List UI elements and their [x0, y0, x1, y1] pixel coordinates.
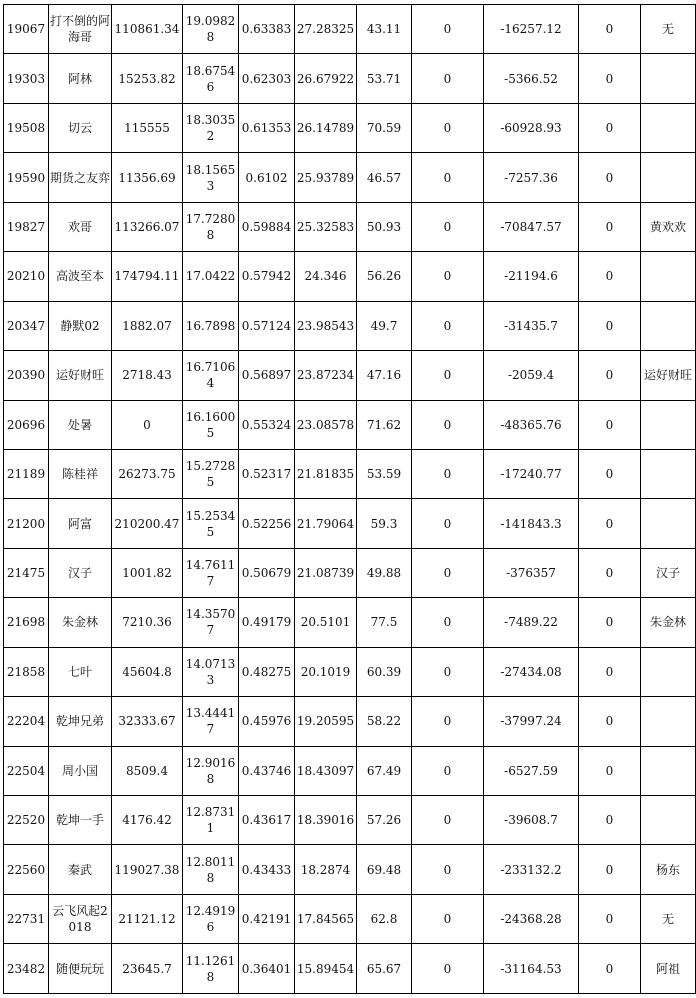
- table-row: [4, 202, 696, 251]
- zero-cell: 0: [412, 103, 484, 152]
- metric-b-cell: 0.42191: [239, 894, 295, 943]
- table-row: [4, 796, 696, 845]
- flag-cell: 0: [579, 697, 641, 746]
- metric-b-cell: 0.61353: [239, 103, 295, 152]
- metric-c-cell: 26.67922: [295, 54, 357, 103]
- note-cell: 黄欢欢: [641, 202, 696, 251]
- metric-b-cell: 0.36401: [239, 944, 295, 994]
- zero-cell: 0: [412, 301, 484, 350]
- id-cell: 19590: [4, 153, 49, 202]
- value-cell: 7210.36: [112, 598, 183, 647]
- flag-cell: 0: [579, 746, 641, 795]
- metric-a-cell: 14.76117: [183, 548, 239, 597]
- balance-cell: -27434.08: [484, 647, 579, 696]
- id-cell: 22504: [4, 746, 49, 795]
- note-cell: 运好财旺: [641, 351, 696, 400]
- id-cell: 22731: [4, 894, 49, 943]
- zero-cell: 0: [412, 845, 484, 894]
- metric-b-cell: 0.48275: [239, 647, 295, 696]
- metric-c-cell: 19.20595: [295, 697, 357, 746]
- note-cell: [641, 153, 696, 202]
- balance-cell: -5366.52: [484, 54, 579, 103]
- zero-cell: 0: [412, 252, 484, 301]
- flag-cell: 0: [579, 400, 641, 449]
- name-cell: 七叶: [49, 647, 112, 696]
- value-cell: 113266.07: [112, 202, 183, 251]
- metric-c-cell: 24.346: [295, 252, 357, 301]
- name-cell: 切云: [49, 103, 112, 152]
- metric-a-cell: 18.30352: [183, 103, 239, 152]
- metric-d-cell: 50.93: [357, 202, 412, 251]
- metric-b-cell: 0.52256: [239, 499, 295, 548]
- metric-c-cell: 23.08578: [295, 400, 357, 449]
- table-row: [4, 894, 696, 943]
- zero-cell: 0: [412, 796, 484, 845]
- name-cell: 随便玩玩: [49, 944, 112, 994]
- metric-d-cell: 53.71: [357, 54, 412, 103]
- name-cell: 期货之友弈: [49, 153, 112, 202]
- balance-cell: -7489.22: [484, 598, 579, 647]
- id-cell: 21858: [4, 647, 49, 696]
- flag-cell: 0: [579, 647, 641, 696]
- metric-c-cell: 21.08739: [295, 548, 357, 597]
- flag-cell: 0: [579, 252, 641, 301]
- name-cell: 静默02: [49, 301, 112, 350]
- id-cell: 21189: [4, 449, 49, 498]
- metric-d-cell: 58.22: [357, 697, 412, 746]
- name-cell: 乾坤一手: [49, 796, 112, 845]
- metric-b-cell: 0.62303: [239, 54, 295, 103]
- flag-cell: 0: [579, 202, 641, 251]
- zero-cell: 0: [412, 54, 484, 103]
- note-cell: [641, 449, 696, 498]
- metric-c-cell: 25.32583: [295, 202, 357, 251]
- metric-a-cell: 16.71064: [183, 351, 239, 400]
- id-cell: 20210: [4, 252, 49, 301]
- note-cell: [641, 697, 696, 746]
- table-row: [4, 5, 696, 54]
- metric-c-cell: 20.1019: [295, 647, 357, 696]
- table-row: [4, 697, 696, 746]
- metric-a-cell: 14.07133: [183, 647, 239, 696]
- flag-cell: 0: [579, 796, 641, 845]
- zero-cell: 0: [412, 499, 484, 548]
- value-cell: 210200.47: [112, 499, 183, 548]
- note-cell: [641, 400, 696, 449]
- value-cell: 119027.38: [112, 845, 183, 894]
- metric-a-cell: 13.44417: [183, 697, 239, 746]
- note-cell: 杨东: [641, 845, 696, 894]
- name-cell: 欢哥: [49, 202, 112, 251]
- metric-d-cell: 67.49: [357, 746, 412, 795]
- table-row: [4, 351, 696, 400]
- metric-c-cell: 23.98543: [295, 301, 357, 350]
- note-cell: 无: [641, 5, 696, 54]
- metric-a-cell: 12.87311: [183, 796, 239, 845]
- metric-c-cell: 18.39016: [295, 796, 357, 845]
- flag-cell: 0: [579, 548, 641, 597]
- metric-b-cell: 0.56897: [239, 351, 295, 400]
- table-row: [4, 153, 696, 202]
- table-row: [4, 845, 696, 894]
- zero-cell: 0: [412, 746, 484, 795]
- metric-a-cell: 16.16005: [183, 400, 239, 449]
- metric-d-cell: 49.88: [357, 548, 412, 597]
- balance-cell: -31164.53: [484, 944, 579, 994]
- balance-cell: -6527.59: [484, 746, 579, 795]
- metric-d-cell: 56.26: [357, 252, 412, 301]
- value-cell: 1001.82: [112, 548, 183, 597]
- flag-cell: 0: [579, 449, 641, 498]
- zero-cell: 0: [412, 647, 484, 696]
- zero-cell: 0: [412, 351, 484, 400]
- note-cell: 无: [641, 894, 696, 943]
- flag-cell: 0: [579, 301, 641, 350]
- table-body: [4, 5, 696, 994]
- flag-cell: 0: [579, 351, 641, 400]
- value-cell: 21121.12: [112, 894, 183, 943]
- table-row: [4, 499, 696, 548]
- metric-a-cell: 12.90168: [183, 746, 239, 795]
- table-row: [4, 54, 696, 103]
- value-cell: 174794.11: [112, 252, 183, 301]
- balance-cell: -7257.36: [484, 153, 579, 202]
- id-cell: 19067: [4, 5, 49, 54]
- flag-cell: 0: [579, 944, 641, 994]
- zero-cell: 0: [412, 598, 484, 647]
- zero-cell: 0: [412, 202, 484, 251]
- metric-d-cell: 46.57: [357, 153, 412, 202]
- metric-a-cell: 18.67546: [183, 54, 239, 103]
- table-row: [4, 746, 696, 795]
- metric-d-cell: 70.59: [357, 103, 412, 152]
- id-cell: 19303: [4, 54, 49, 103]
- id-cell: 22204: [4, 697, 49, 746]
- value-cell: 4176.42: [112, 796, 183, 845]
- metric-b-cell: 0.43617: [239, 796, 295, 845]
- note-cell: [641, 103, 696, 152]
- id-cell: 19508: [4, 103, 49, 152]
- flag-cell: 0: [579, 103, 641, 152]
- flag-cell: 0: [579, 54, 641, 103]
- metric-c-cell: 18.43097: [295, 746, 357, 795]
- id-cell: 20347: [4, 301, 49, 350]
- name-cell: 运好财旺: [49, 351, 112, 400]
- metric-c-cell: 25.93789: [295, 153, 357, 202]
- name-cell: 处暑: [49, 400, 112, 449]
- metric-c-cell: 17.84565: [295, 894, 357, 943]
- id-cell: 22520: [4, 796, 49, 845]
- balance-cell: -376357: [484, 548, 579, 597]
- table-row: [4, 548, 696, 597]
- metric-d-cell: 60.39: [357, 647, 412, 696]
- table-row: [4, 252, 696, 301]
- name-cell: 云飞风起2018: [49, 894, 112, 943]
- metric-d-cell: 43.11: [357, 5, 412, 54]
- metric-c-cell: 21.79064: [295, 499, 357, 548]
- id-cell: 23482: [4, 944, 49, 994]
- note-cell: [641, 647, 696, 696]
- flag-cell: 0: [579, 5, 641, 54]
- note-cell: 阿祖: [641, 944, 696, 994]
- value-cell: 8509.4: [112, 746, 183, 795]
- name-cell: 乾坤兄弟: [49, 697, 112, 746]
- balance-cell: -141843.3: [484, 499, 579, 548]
- metric-c-cell: 23.87234: [295, 351, 357, 400]
- zero-cell: 0: [412, 153, 484, 202]
- balance-cell: -2059.4: [484, 351, 579, 400]
- balance-cell: -16257.12: [484, 5, 579, 54]
- metric-c-cell: 26.14789: [295, 103, 357, 152]
- balance-cell: -70847.57: [484, 202, 579, 251]
- value-cell: 1882.07: [112, 301, 183, 350]
- metric-b-cell: 0.57124: [239, 301, 295, 350]
- name-cell: 秦武: [49, 845, 112, 894]
- flag-cell: 0: [579, 153, 641, 202]
- metric-a-cell: 16.7898: [183, 301, 239, 350]
- zero-cell: 0: [412, 944, 484, 994]
- id-cell: 21475: [4, 548, 49, 597]
- note-cell: 汉子: [641, 548, 696, 597]
- balance-cell: -37997.24: [484, 697, 579, 746]
- zero-cell: 0: [412, 697, 484, 746]
- table-row: [4, 944, 696, 994]
- metric-b-cell: 0.49179: [239, 598, 295, 647]
- metric-a-cell: 18.15653: [183, 153, 239, 202]
- metric-b-cell: 0.57942: [239, 252, 295, 301]
- metric-a-cell: 17.0422: [183, 252, 239, 301]
- note-cell: [641, 252, 696, 301]
- metric-d-cell: 71.62: [357, 400, 412, 449]
- metric-d-cell: 47.16: [357, 351, 412, 400]
- metric-d-cell: 77.5: [357, 598, 412, 647]
- value-cell: 23645.7: [112, 944, 183, 994]
- zero-cell: 0: [412, 449, 484, 498]
- table-row: [4, 449, 696, 498]
- metric-d-cell: 53.59: [357, 449, 412, 498]
- metric-a-cell: 14.35707: [183, 598, 239, 647]
- value-cell: 0: [112, 400, 183, 449]
- table-row: [4, 598, 696, 647]
- metric-d-cell: 65.67: [357, 944, 412, 994]
- value-cell: 32333.67: [112, 697, 183, 746]
- flag-cell: 0: [579, 845, 641, 894]
- balance-cell: -48365.76: [484, 400, 579, 449]
- metric-c-cell: 21.81835: [295, 449, 357, 498]
- balance-cell: -24368.28: [484, 894, 579, 943]
- metric-a-cell: 17.72808: [183, 202, 239, 251]
- metric-d-cell: 57.26: [357, 796, 412, 845]
- table-row: [4, 647, 696, 696]
- metric-b-cell: 0.55324: [239, 400, 295, 449]
- metric-b-cell: 0.63383: [239, 5, 295, 54]
- metric-c-cell: 18.2874: [295, 845, 357, 894]
- metric-a-cell: 15.27285: [183, 449, 239, 498]
- note-cell: [641, 746, 696, 795]
- flag-cell: 0: [579, 598, 641, 647]
- metric-d-cell: 49.7: [357, 301, 412, 350]
- name-cell: 周小国: [49, 746, 112, 795]
- metric-b-cell: 0.43746: [239, 746, 295, 795]
- balance-cell: -60928.93: [484, 103, 579, 152]
- metric-a-cell: 19.09828: [183, 5, 239, 54]
- metric-b-cell: 0.43433: [239, 845, 295, 894]
- id-cell: 19827: [4, 202, 49, 251]
- name-cell: 阿富: [49, 499, 112, 548]
- name-cell: 陈桂祥: [49, 449, 112, 498]
- metric-a-cell: 15.25345: [183, 499, 239, 548]
- metric-d-cell: 69.48: [357, 845, 412, 894]
- table-row: [4, 103, 696, 152]
- value-cell: 26273.75: [112, 449, 183, 498]
- zero-cell: 0: [412, 894, 484, 943]
- metric-a-cell: 11.12618: [183, 944, 239, 994]
- value-cell: 115555: [112, 103, 183, 152]
- metric-d-cell: 62.8: [357, 894, 412, 943]
- metric-a-cell: 12.49196: [183, 894, 239, 943]
- note-cell: [641, 301, 696, 350]
- name-cell: 打不倒的阿海哥: [49, 5, 112, 54]
- metric-d-cell: 59.3: [357, 499, 412, 548]
- ranking-table: [3, 4, 696, 994]
- id-cell: 22560: [4, 845, 49, 894]
- metric-c-cell: 27.28325: [295, 5, 357, 54]
- metric-b-cell: 0.52317: [239, 449, 295, 498]
- name-cell: 高波至本: [49, 252, 112, 301]
- note-cell: [641, 499, 696, 548]
- id-cell: 21698: [4, 598, 49, 647]
- metric-c-cell: 20.5101: [295, 598, 357, 647]
- metric-b-cell: 0.59884: [239, 202, 295, 251]
- balance-cell: -31435.7: [484, 301, 579, 350]
- flag-cell: 0: [579, 499, 641, 548]
- balance-cell: -17240.77: [484, 449, 579, 498]
- value-cell: 11356.69: [112, 153, 183, 202]
- metric-a-cell: 12.80118: [183, 845, 239, 894]
- metric-b-cell: 0.45976: [239, 697, 295, 746]
- zero-cell: 0: [412, 548, 484, 597]
- balance-cell: -39608.7: [484, 796, 579, 845]
- value-cell: 15253.82: [112, 54, 183, 103]
- name-cell: 汉子: [49, 548, 112, 597]
- zero-cell: 0: [412, 400, 484, 449]
- id-cell: 20390: [4, 351, 49, 400]
- id-cell: 21200: [4, 499, 49, 548]
- note-cell: [641, 796, 696, 845]
- metric-b-cell: 0.50679: [239, 548, 295, 597]
- flag-cell: 0: [579, 894, 641, 943]
- table-row: [4, 400, 696, 449]
- name-cell: 阿林: [49, 54, 112, 103]
- balance-cell: -233132.2: [484, 845, 579, 894]
- table-row: [4, 301, 696, 350]
- value-cell: 45604.8: [112, 647, 183, 696]
- note-cell: [641, 54, 696, 103]
- balance-cell: -21194.6: [484, 252, 579, 301]
- metric-c-cell: 15.89454: [295, 944, 357, 994]
- zero-cell: 0: [412, 5, 484, 54]
- id-cell: 20696: [4, 400, 49, 449]
- metric-b-cell: 0.6102: [239, 153, 295, 202]
- value-cell: 2718.43: [112, 351, 183, 400]
- value-cell: 110861.34: [112, 5, 183, 54]
- name-cell: 朱金林: [49, 598, 112, 647]
- note-cell: 朱金林: [641, 598, 696, 647]
